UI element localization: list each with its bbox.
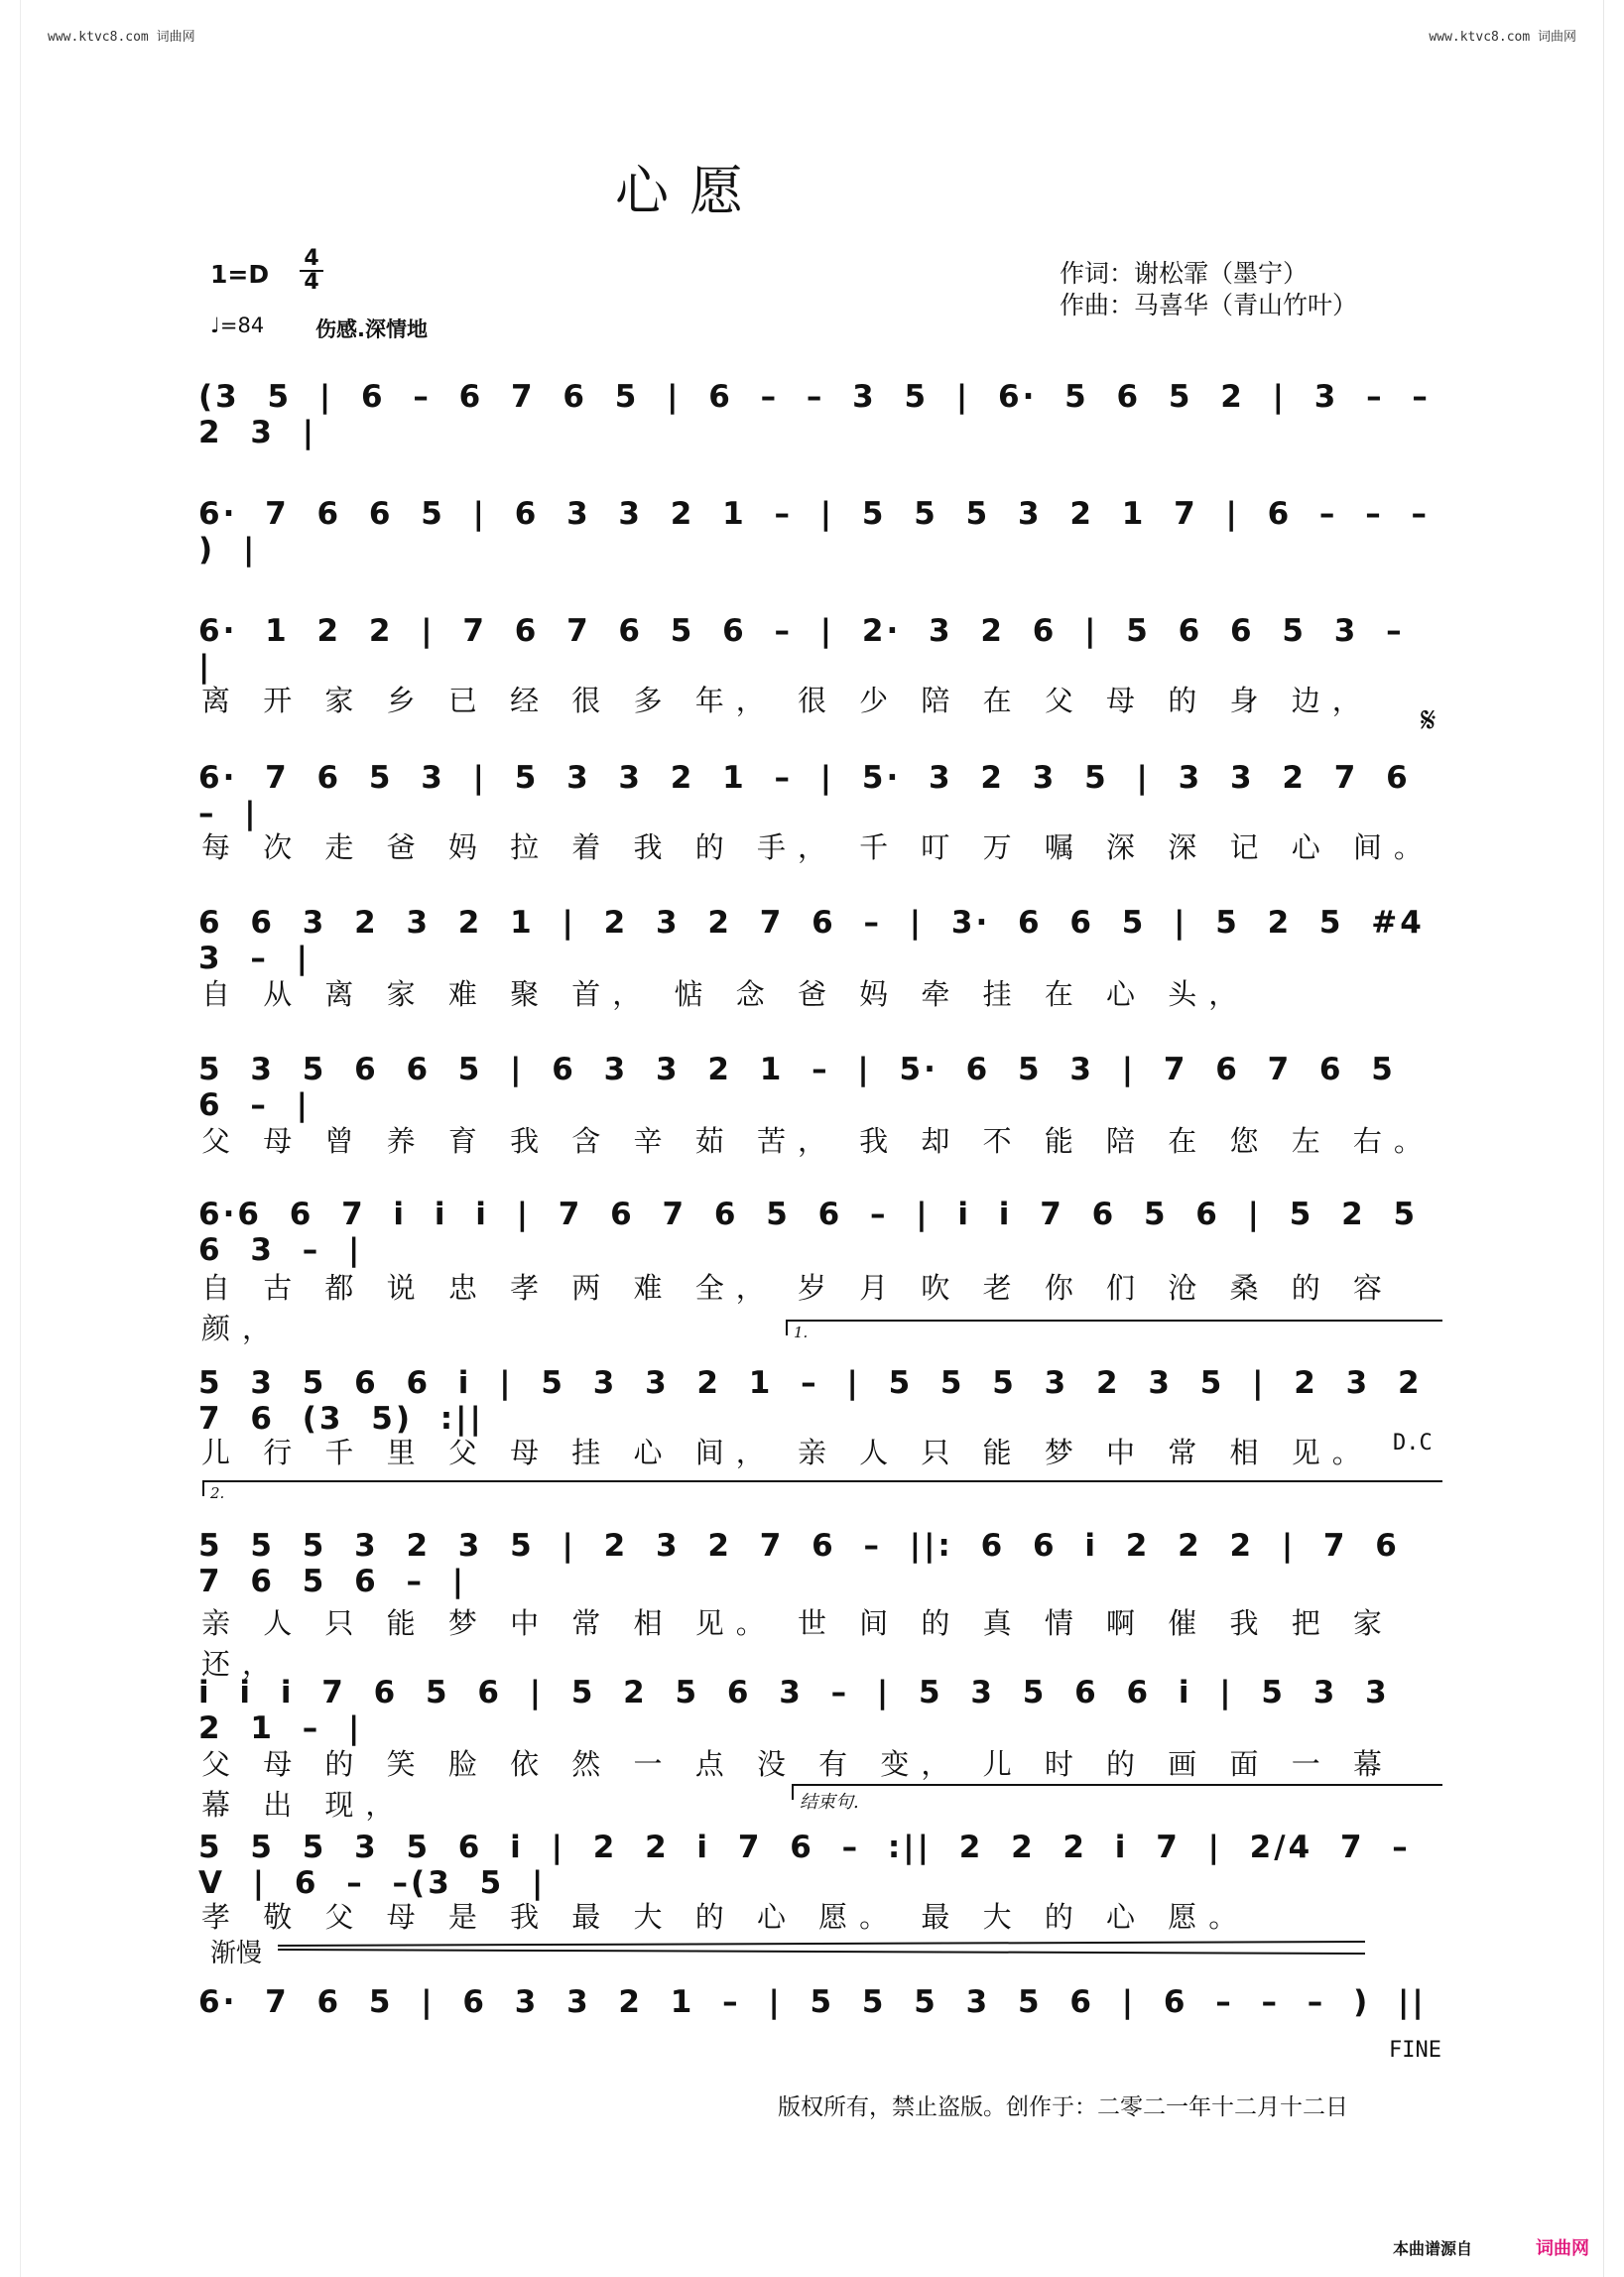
- lyric-row-6: 父 母 曾 养 育 我 含 辛 茹 苦， 我 却 不 能 陪 在 您 左 右。: [201, 1124, 1435, 1158]
- header-right-url[interactable]: www.ktvc8.com 词曲网: [1429, 30, 1576, 45]
- copyright-note: 版权所有，禁止盗版。创作于：二零二一年十二月十二日: [778, 2094, 1348, 2120]
- lyricist-credit: 作词：谢松霏（墨宁）: [1060, 259, 1309, 288]
- segno-mark: 𝄋: [1421, 700, 1437, 741]
- lyric-row-8: 儿 行 千 里 父 母 挂 心 间， 亲 人 只 能 梦 中 常 相 见。: [201, 1436, 1373, 1469]
- lyric-row-7: 自 古 都 说 忠 孝 两 难 全， 岁 月 吹 老 你 们 沧 桑 的 容 颜，: [201, 1271, 1394, 1345]
- lyric-row-4: 每 次 走 爸 妈 拉 着 我 的 手， 千 叮 万 嘱 深 深 记 心 间。: [201, 830, 1435, 864]
- ending-label: 结束句.: [800, 1792, 859, 1813]
- volta-2-bracket: [202, 1480, 1442, 1496]
- notation-row-1: (3 5 | 6 – 6 7 6 5 | 6 – – 3 5 | 6· 5 6 5 2 | 3 – – 2 3 |: [198, 379, 1431, 450]
- expression-marking: 伤感.深情地: [315, 317, 428, 341]
- time-signature-bottom: 4: [300, 270, 323, 294]
- notation-row-8: 5 3 5 6 6 i | 5 3 3 2 1 – | 5 5 5 3 2 3 5 | 2 3 2 7 6 (3 5) :||: [198, 1365, 1423, 1437]
- notation-row-2: 6· 7 6 6 5 | 6 3 3 2 1 – | 5 5 5 3 2 1 7 | 6 – – – ) |: [198, 496, 1431, 568]
- notation-row-12: 6· 7 6 5 | 6 3 3 2 1 – | 5 5 5 3 5 6 | 6 – – – ) ||: [198, 1984, 1427, 2020]
- volta-1-label: 1.: [794, 1324, 809, 1341]
- fine-mark: FINE: [1389, 2038, 1441, 2063]
- lyric-row-9: 亲 人 只 能 梦 中 常 相 见。 世 间 的 真 情 啊 催 我 把 家 还，: [201, 1606, 1394, 1681]
- notation-row-7: 6·6 6 7 i i i | 7 6 7 6 5 6 – | i i 7 6 5 6 | 5 2 5 6 3 – |: [198, 1197, 1419, 1268]
- tempo-marking: ♩=84: [210, 314, 265, 337]
- song-title: 心 愿: [615, 160, 746, 222]
- lyric-row-3: 离 开 家 乡 已 经 很 多 年， 很 少 陪 在 父 母 的 身 边，: [201, 684, 1373, 717]
- right-margin-strip: [1603, 0, 1624, 2277]
- notation-row-4: 6· 7 6 5 3 | 5 3 3 2 1 – | 5· 3 2 3 5 | 3 3 2 7 6 – |: [198, 760, 1411, 831]
- notation-row-10: i i i 7 6 5 6 | 5 2 5 6 3 – | 5 3 5 6 6 i | 5 3 3 2 1 – |: [198, 1675, 1390, 1746]
- time-signature: [300, 248, 323, 294]
- volta-2-label: 2.: [210, 1484, 225, 1502]
- time-signature-top: 4: [304, 246, 319, 271]
- notation-row-3: 6· 1 2 2 | 7 6 7 6 5 6 – | 2· 3 2 6 | 5 6 6 5 3 – |: [198, 613, 1405, 685]
- ritardando-hairpin: [278, 1941, 1365, 1955]
- ritardando-mark: 渐慢: [210, 1939, 263, 1968]
- lyric-row-10: 父 母 的 笑 脸 依 然 一 点 没 有 变， 儿 时 的 画 面 一 幕 幕 出 现，: [201, 1747, 1394, 1822]
- key-signature: 1=D: [210, 260, 270, 289]
- lyric-row-11: 孝 敬 父 母 是 我 最 大 的 心 愿。 最 大 的 心 愿。: [201, 1900, 1250, 1934]
- dc-mark: D.C: [1393, 1431, 1433, 1455]
- header-left-url[interactable]: www.ktvc8.com 词曲网: [48, 30, 195, 45]
- composer-credit: 作曲：马喜华（青山竹叶）: [1060, 291, 1358, 319]
- lyric-row-5: 自 从 离 家 难 聚 首， 惦 念 爸 妈 牵 挂 在 心 头，: [201, 977, 1250, 1011]
- left-margin-strip: [0, 0, 21, 2277]
- volta-1-bracket: [786, 1320, 1442, 1335]
- footer-source-label: 本曲谱源自: [1393, 2239, 1473, 2258]
- footer-site-name[interactable]: 词曲网: [1536, 2238, 1589, 2259]
- notation-row-5: 6 6 3 2 3 2 1 | 2 3 2 7 6 – | 3· 6 6 5 | 5 2 5 #4 3 – |: [198, 905, 1425, 976]
- notation-row-9: 5 5 5 3 2 3 5 | 2 3 2 7 6 – ||: 6 6 i 2 2 2 | 7 6 7 6 5 6 – |: [198, 1528, 1400, 1599]
- notation-row-6: 5 3 5 6 6 5 | 6 3 3 2 1 – | 5· 6 5 3 | 7 6 7 6 5 6 – |: [198, 1052, 1396, 1123]
- ending-bracket: [792, 1784, 1442, 1800]
- notation-row-11: 5 5 5 3 5 6 i | 2 2 i 7 6 – :|| 2 2 2 i 7 | 2/4 7 – V | 6 – –(3 5 |: [198, 1830, 1411, 1901]
